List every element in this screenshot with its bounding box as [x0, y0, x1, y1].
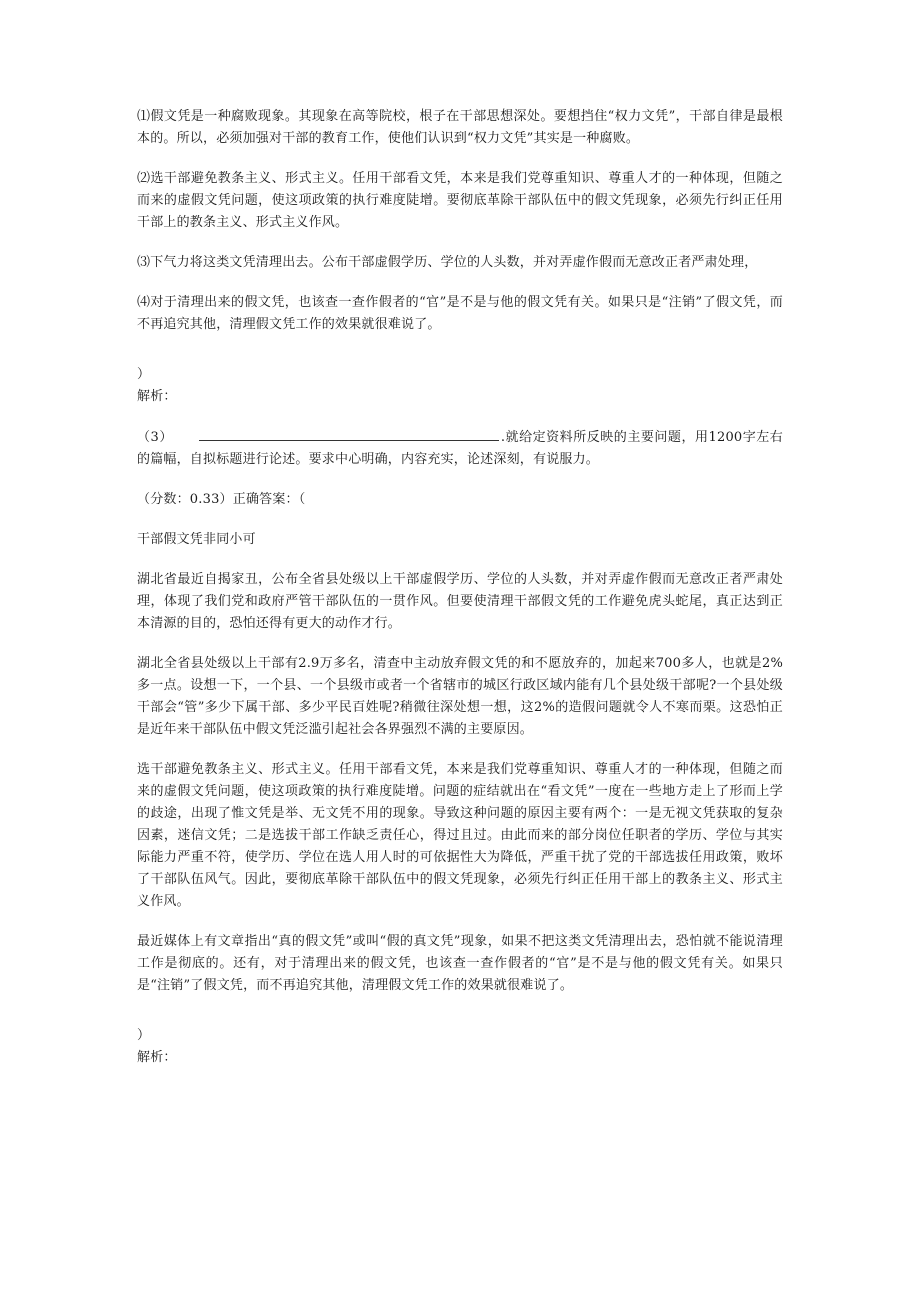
answer-point-4: ⑷对于清理出来的假文凭，也该查一查作假者的“官”是不是与他的假文凭有关。如果只是“注销”了假文凭，而不再追究其他，清理假文凭工作的效果就很难说了。	[137, 295, 783, 332]
answer-point-2: ⑵选干部避免教条主义、形式主义。任用干部看文凭，本来是我们党尊重知识、尊重人才的一种体现，但随之而来的虚假文凭问题，使这项政策的执行难度陡增。要彻底革除干部队伍中的假文凭现象，必须先行纠正任用干部上的教条主义、形式主义作风。	[137, 171, 783, 230]
question-prompt: .就给定资料所反映的主要问题，用1200字左右的篇幅，自拟标题进行论述。要求中心明确，内容充实，论述深刻，有说服力。	[137, 430, 783, 467]
answer-blank[interactable]	[199, 426, 499, 441]
document-page	[137, 106, 783, 1069]
answer-point-3: ⑶下气力将这类文凭清理出去。公布干部虚假学历、学位的人头数，并对弄虚作假而无意改正者严肃处理，	[137, 255, 758, 270]
closing-paren: ）	[137, 367, 151, 382]
essay-title: 干部假文凭非同小可	[137, 532, 256, 547]
essay-paragraph-2: 湖北全省县处级以上干部有2.9万多名，清查中主动放弃假文凭的和不愿放弃的，加起来700多人，也就是2%多一点。设想一下，一个县、一个县级市或者一个省辖市的城区行政区域内能有几个县处级干部呢?一个县处级干部会“管”多少下属干部、多少平民百姓呢?稍微往深处想一想，这2%的造假问题就令人不寒而栗。这恐怕正是近年来干部队伍中假文凭泛滥引起社会各界强烈不满的主要原因。	[137, 656, 783, 737]
essay-paragraph-4: 最近媒体上有文章指出“真的假文凭”或叫“假的真文凭”现象，如果不把这类文凭清理出去，恐怕就不能说清理工作是彻底的。还有，对于清理出来的假文凭，也该查一查作假者的“官”是不是与他的假文凭有关。如果只是“注销”了假文凭，而不再追究其他，清理假文凭工作的效果就很难说了。	[137, 934, 783, 993]
answer-point-1: ⑴假文凭是一种腐败现象。其现象在高等院校，根子在干部思想深处。要想挡住“权力文凭”，干部自律是最根本的。所以，必须加强对干部的教育工作，使他们认识到“权力文凭”其实是一种腐败。	[137, 109, 783, 146]
essay-paragraph-3: 选干部避免教条主义、形式主义。任用干部看文凭，本来是我们党尊重知识、尊重人才的一种体现，但随之而来的虚假文凭问题，使这项政策的执行难度陡增。问题的症结就出在“看文凭”一度在一些地方走上了形而上学的歧途，出现了惟文凭是举、无文凭不用的现象。导致这种问题的原因主要有两个：一是无视文凭获取的复杂因素，迷信文凭；二是选拔干部工作缺乏责任心，得过且过。由此而来的部分岗位任职者的学历、学位与其实际能力严重不符，使学历、学位在选人用人时的可依据性大为降低，严重干扰了党的干部选拔任用政策，败坏了干部队伍风气。因此，要彻底革除干部队伍中的假文凭现象，必须先行纠正任用干部上的教条主义、形式主义作风。	[137, 762, 783, 909]
question-3	[137, 426, 783, 471]
score-line: （分数：0.33）正确答案：（	[137, 492, 306, 507]
closing-paren: ）	[137, 1028, 151, 1043]
analysis-label: 解析：	[137, 1050, 177, 1065]
question-number: （3）	[137, 430, 173, 445]
analysis-label: 解析：	[137, 389, 177, 404]
essay-paragraph-1: 湖北省最近自揭家丑，公布全省县处级以上干部虚假学历、学位的人头数，并对弄虚作假而无意改正者严肃处理，体现了我们党和政府严管干部队伍的一贯作风。但要使清理干部假文凭的工作避免虎头蛇尾，真正达到正本清源的目的，恐怕还得有更大的动作才行。	[137, 572, 783, 631]
